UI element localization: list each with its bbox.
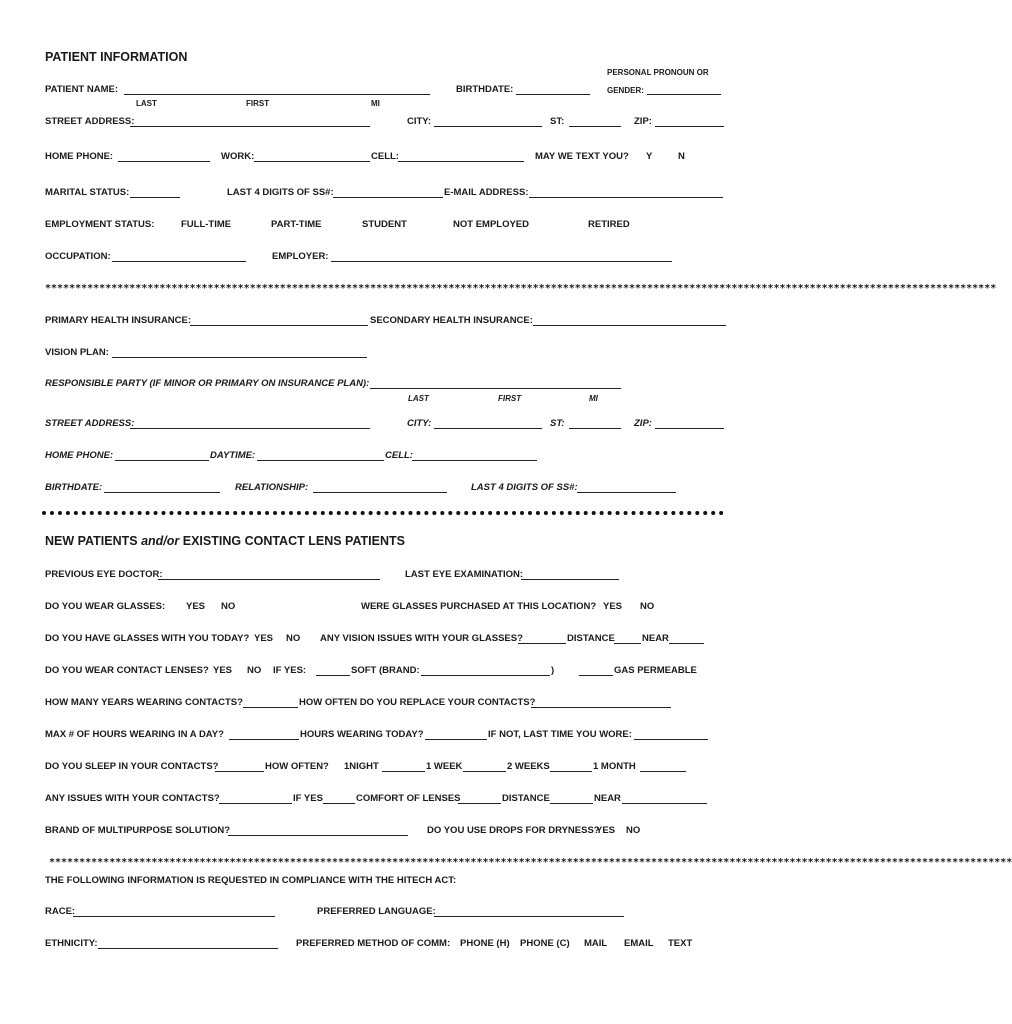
wear-glasses-no[interactable]: NO bbox=[221, 601, 236, 612]
state-label: ST: bbox=[550, 116, 565, 127]
rp-birthdate-label: BIRTHDATE: bbox=[45, 482, 103, 493]
one-week-label: 1 WEEK bbox=[426, 761, 463, 772]
comm-text[interactable]: TEXT bbox=[668, 938, 693, 949]
soft-check-field[interactable] bbox=[316, 675, 350, 676]
employment-status-label: EMPLOYMENT STATUS: bbox=[45, 219, 155, 230]
work-phone-label: WORK: bbox=[221, 151, 255, 162]
secondary-insurance-field[interactable] bbox=[533, 325, 726, 326]
vision-near-field[interactable] bbox=[669, 643, 704, 644]
city-label: CITY: bbox=[407, 116, 432, 127]
text-yes-option[interactable]: Y bbox=[646, 151, 653, 162]
dryness-drops-label: DO YOU USE DROPS FOR DRYNESS? bbox=[427, 825, 600, 836]
comm-phone-cell[interactable]: PHONE (C) bbox=[520, 938, 570, 949]
rp-home-phone-field[interactable] bbox=[115, 460, 209, 461]
rp-first-caption: FIRST bbox=[498, 394, 522, 403]
employment-retired[interactable]: RETIRED bbox=[588, 219, 630, 230]
rp-street-field[interactable] bbox=[130, 428, 370, 429]
text-no-option[interactable]: N bbox=[678, 151, 685, 162]
rp-city-label: CITY: bbox=[407, 418, 432, 429]
secondary-insurance-label: SECONDARY HEALTH INSURANCE: bbox=[370, 315, 533, 326]
comm-phone-home[interactable]: PHONE (H) bbox=[460, 938, 510, 949]
rp-zip-label: ZIP: bbox=[634, 418, 652, 429]
issues-near-field[interactable] bbox=[622, 803, 707, 804]
gas-permeable-check[interactable] bbox=[579, 675, 613, 676]
one-month-label: 1 MONTH bbox=[593, 761, 636, 772]
city-field[interactable] bbox=[434, 126, 542, 127]
wear-glasses-yes[interactable]: YES bbox=[186, 601, 206, 612]
cell-phone-field[interactable] bbox=[398, 161, 524, 162]
gender-label: GENDER: bbox=[607, 86, 644, 95]
years-wearing-field[interactable] bbox=[243, 707, 298, 708]
vision-issues-field[interactable] bbox=[518, 643, 566, 644]
soft-brand-label: SOFT (BRAND: bbox=[351, 665, 420, 676]
rp-cell-label: CELL: bbox=[385, 450, 413, 461]
marital-status-field[interactable] bbox=[130, 197, 180, 198]
asterisk-divider-2: **************************************************************************************************************************************************************** bbox=[49, 857, 1012, 868]
employment-student[interactable]: STUDENT bbox=[362, 219, 407, 230]
email-label: E-MAIL ADDRESS: bbox=[444, 187, 529, 198]
years-wearing-label: HOW MANY YEARS WEARING CONTACTS? bbox=[45, 697, 243, 708]
dryness-drops-yes[interactable]: YES bbox=[596, 825, 616, 836]
ethnicity-field[interactable] bbox=[98, 948, 278, 949]
dryness-drops-no[interactable]: NO bbox=[626, 825, 641, 836]
hours-today-field[interactable] bbox=[425, 739, 487, 740]
rp-city-field[interactable] bbox=[434, 428, 542, 429]
purchased-here-no[interactable]: NO bbox=[640, 601, 655, 612]
replace-frequency-label: HOW OFTEN DO YOU REPLACE YOUR CONTACTS? bbox=[299, 697, 536, 708]
responsible-party-field[interactable] bbox=[370, 388, 621, 389]
rp-home-phone-label: HOME PHONE: bbox=[45, 450, 114, 461]
vision-distance-label: DISTANCE bbox=[567, 633, 615, 644]
name-last-caption: LAST bbox=[136, 99, 157, 108]
purchased-here-label: WERE GLASSES PURCHASED AT THIS LOCATION? bbox=[361, 601, 597, 612]
solution-brand-field[interactable] bbox=[228, 835, 408, 836]
one-month-field[interactable] bbox=[640, 771, 686, 772]
preferred-language-label: PREFERRED LANGUAGE: bbox=[317, 906, 436, 917]
employer-field[interactable] bbox=[331, 261, 672, 262]
comm-mail[interactable]: MAIL bbox=[584, 938, 608, 949]
one-night-field[interactable] bbox=[382, 771, 425, 772]
soft-brand-field[interactable] bbox=[421, 675, 550, 676]
if-yes-label: IF YES: bbox=[273, 665, 307, 676]
rp-state-field[interactable] bbox=[569, 428, 621, 429]
dotted-divider bbox=[42, 511, 724, 515]
wear-contacts-label: DO YOU WEAR CONTACT LENSES? bbox=[45, 665, 209, 676]
two-weeks-field[interactable] bbox=[550, 771, 592, 772]
patient-name-label: PATIENT NAME: bbox=[45, 84, 119, 95]
glasses-today-yes[interactable]: YES bbox=[254, 633, 274, 644]
occupation-field[interactable] bbox=[112, 261, 246, 262]
name-mi-caption: MI bbox=[371, 99, 380, 108]
vision-plan-label: VISION PLAN: bbox=[45, 347, 109, 358]
street-label: STREET ADDRESS: bbox=[45, 116, 135, 127]
comfort-field[interactable] bbox=[458, 803, 501, 804]
primary-insurance-field[interactable] bbox=[190, 325, 368, 326]
state-field[interactable] bbox=[569, 126, 621, 127]
wear-glasses-label: DO YOU WEAR GLASSES: bbox=[45, 601, 166, 612]
race-label: RACE: bbox=[45, 906, 76, 917]
two-weeks-label: 2 WEEKS bbox=[507, 761, 550, 772]
contact-issues-field[interactable] bbox=[219, 803, 292, 804]
contact-issues-label: ANY ISSUES WITH YOUR CONTACTS? bbox=[45, 793, 220, 804]
max-hours-label: MAX # OF HOURS WEARING IN A DAY? bbox=[45, 729, 224, 740]
previous-doctor-label: PREVIOUS EYE DOCTOR: bbox=[45, 569, 163, 580]
race-field[interactable] bbox=[73, 916, 275, 917]
birthdate-field[interactable] bbox=[516, 94, 590, 95]
employment-part-time[interactable]: PART-TIME bbox=[271, 219, 322, 230]
glasses-today-no[interactable]: NO bbox=[286, 633, 301, 644]
wear-contacts-yes[interactable]: YES bbox=[213, 665, 233, 676]
cell-phone-label: CELL: bbox=[371, 151, 399, 162]
contact-section-title: NEW PATIENTS and/or EXISTING CONTACT LENS PATIENTS bbox=[45, 534, 405, 548]
ethnicity-label: ETHNICITY: bbox=[45, 938, 98, 949]
street-field[interactable] bbox=[130, 126, 370, 127]
last-exam-field[interactable] bbox=[521, 579, 619, 580]
ssn-label: LAST 4 DIGITS OF SS#: bbox=[227, 187, 334, 198]
gas-permeable-label: GAS PERMEABLE bbox=[614, 665, 697, 676]
rp-relationship-field[interactable] bbox=[313, 492, 447, 493]
comm-method-label: PREFERRED METHOD OF COMM: bbox=[296, 938, 451, 949]
sleep-in-contacts-label: DO YOU SLEEP IN YOUR CONTACTS? bbox=[45, 761, 219, 772]
issues-if-yes-field[interactable] bbox=[323, 803, 355, 804]
last-wore-field[interactable] bbox=[634, 739, 708, 740]
preferred-language-field[interactable] bbox=[434, 916, 624, 917]
name-first-caption: FIRST bbox=[246, 99, 270, 108]
sleep-in-contacts-field[interactable] bbox=[215, 771, 264, 772]
vision-plan-field[interactable] bbox=[112, 357, 367, 358]
marital-status-label: MARITAL STATUS: bbox=[45, 187, 130, 198]
zip-label: ZIP: bbox=[634, 116, 652, 127]
solution-brand-label: BRAND OF MULTIPURPOSE SOLUTION? bbox=[45, 825, 231, 836]
rp-last-caption: LAST bbox=[408, 394, 429, 403]
max-hours-field[interactable] bbox=[229, 739, 299, 740]
glasses-today-label: DO YOU HAVE GLASSES WITH YOU TODAY? bbox=[45, 633, 250, 644]
comfort-label: COMFORT OF LENSES bbox=[356, 793, 461, 804]
rp-ssn-field[interactable] bbox=[577, 492, 676, 493]
rp-street-label: STREET ADDRESS: bbox=[45, 418, 135, 429]
rp-zip-field[interactable] bbox=[655, 428, 724, 429]
ssn-field[interactable] bbox=[333, 197, 443, 198]
vision-near-label: NEAR bbox=[642, 633, 669, 644]
last-exam-label: LAST EYE EXAMINATION: bbox=[405, 569, 524, 580]
issues-distance-label: DISTANCE bbox=[502, 793, 550, 804]
text-question: MAY WE TEXT YOU? bbox=[535, 151, 629, 162]
previous-doctor-field[interactable] bbox=[158, 579, 380, 580]
replace-frequency-field[interactable] bbox=[531, 707, 671, 708]
primary-insurance-label: PRIMARY HEALTH INSURANCE: bbox=[45, 315, 192, 326]
rp-daytime-label: DAYTIME: bbox=[210, 450, 256, 461]
one-night-label: 1NIGHT bbox=[344, 761, 379, 772]
soft-brand-close: ) bbox=[551, 665, 555, 676]
rp-state-label: ST: bbox=[550, 418, 565, 429]
issues-near-label: NEAR bbox=[594, 793, 621, 804]
patient-name-field[interactable] bbox=[124, 94, 430, 95]
rp-ssn-label: LAST 4 DIGITS OF SS#: bbox=[471, 482, 578, 493]
zip-field[interactable] bbox=[655, 126, 724, 127]
rp-birthdate-field[interactable] bbox=[104, 492, 220, 493]
responsible-party-label: RESPONSIBLE PARTY (IF MINOR OR PRIMARY ON INSURANCE PLAN): bbox=[45, 378, 370, 389]
hours-today-label: HOURS WEARING TODAY? bbox=[300, 729, 424, 740]
employment-not-employed[interactable]: NOT EMPLOYED bbox=[453, 219, 530, 230]
wear-contacts-no[interactable]: NO bbox=[247, 665, 262, 676]
purchased-here-yes[interactable]: YES bbox=[603, 601, 623, 612]
employment-full-time[interactable]: FULL-TIME bbox=[181, 219, 232, 230]
rp-mi-caption: MI bbox=[589, 394, 598, 403]
rp-daytime-field[interactable] bbox=[257, 460, 384, 461]
vision-distance-field[interactable] bbox=[614, 643, 641, 644]
gender-field[interactable] bbox=[647, 94, 721, 95]
comm-email[interactable]: EMAIL bbox=[624, 938, 654, 949]
home-phone-field[interactable] bbox=[118, 161, 210, 162]
rp-relationship-label: RELATIONSHIP: bbox=[235, 482, 309, 493]
email-field[interactable] bbox=[529, 197, 723, 198]
pronoun-label: PERSONAL PRONOUN OR bbox=[607, 68, 709, 77]
asterisk-divider-1: ************************************************************************************************************************************************************** bbox=[45, 283, 997, 294]
page-title: PATIENT INFORMATION bbox=[45, 50, 188, 64]
one-week-field[interactable] bbox=[463, 771, 506, 772]
employer-label: EMPLOYER: bbox=[272, 251, 329, 262]
rp-cell-field[interactable] bbox=[412, 460, 537, 461]
birthdate-label: BIRTHDATE: bbox=[456, 84, 514, 95]
home-phone-label: HOME PHONE: bbox=[45, 151, 114, 162]
issues-if-yes-label: IF YES bbox=[293, 793, 323, 804]
hitech-notice: THE FOLLOWING INFORMATION IS REQUESTED IN COMPLIANCE WITH THE HITECH ACT: bbox=[45, 875, 457, 886]
vision-issues-label: ANY VISION ISSUES WITH YOUR GLASSES? bbox=[320, 633, 523, 644]
issues-distance-field[interactable] bbox=[550, 803, 593, 804]
last-wore-label: IF NOT, LAST TIME YOU WORE: bbox=[488, 729, 632, 740]
occupation-label: OCCUPATION: bbox=[45, 251, 111, 262]
work-phone-field[interactable] bbox=[254, 161, 370, 162]
how-often-label: HOW OFTEN? bbox=[265, 761, 329, 772]
